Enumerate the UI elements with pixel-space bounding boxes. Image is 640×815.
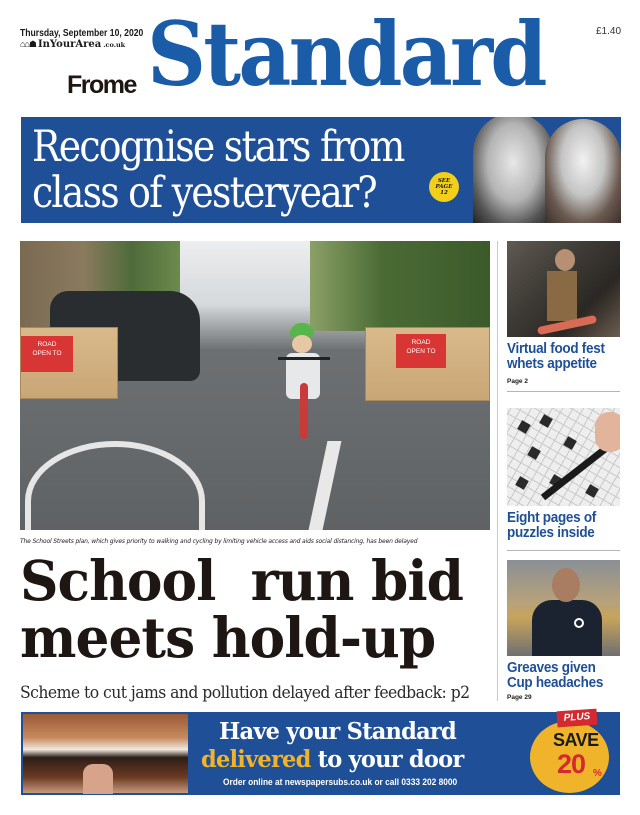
houses-icon: ⌂⌂☗: [20, 39, 36, 49]
teaser-divider: [507, 550, 620, 551]
face: [292, 335, 312, 353]
teaser-title-line: Cup headaches: [507, 675, 604, 691]
ad-headline-line-1: Have your Standard: [219, 718, 457, 745]
teaser-title-line: Virtual food fest: [507, 341, 605, 357]
grid-block: [517, 420, 531, 434]
grid-block: [563, 436, 577, 450]
teaser-title: [507, 342, 612, 372]
planter-left: [20, 327, 118, 399]
manager-photo: [507, 560, 620, 656]
standfirst: Scheme to cut jams and pollution delayed after feedback: p2: [20, 683, 470, 703]
chef-apron: [547, 271, 577, 321]
inyourarea-tld: .co.uk: [103, 40, 126, 49]
promo-headline: [32, 124, 404, 216]
grid-block: [527, 446, 541, 460]
ad-order-info[interactable]: Order online at newspapersubs.co.uk or call 0333 202 8000: [223, 777, 458, 788]
letterbox-photo: [23, 714, 188, 793]
see-page-number: 12: [440, 190, 448, 196]
inyourarea-logo[interactable]: [20, 39, 125, 50]
promo-banner[interactable]: [21, 117, 621, 223]
see-page-label: SEE: [437, 178, 451, 184]
crossword-photo: [507, 408, 620, 506]
finger: [595, 412, 620, 452]
handlebar: [278, 357, 330, 360]
see-page-badge[interactable]: [429, 172, 459, 202]
ad-line-rest: to your door: [310, 746, 464, 773]
club-badge: [574, 618, 584, 628]
chef-head: [555, 249, 575, 271]
teaser-page-ref: Page 29: [507, 694, 532, 701]
plus-tag: PLUS: [556, 709, 597, 728]
teaser-food-fest[interactable]: [507, 241, 620, 392]
teaser-title-line: whets appetite: [507, 356, 597, 372]
jacket: [532, 600, 602, 656]
girl-photo: [545, 119, 621, 223]
title-prefix: Frome: [67, 71, 136, 99]
teaser-title-line: Eight pages of: [507, 510, 597, 526]
hand: [83, 764, 113, 794]
masthead: [0, 0, 640, 112]
manager-head: [552, 568, 580, 602]
headline-line-1: School run bid: [20, 548, 463, 613]
save-label: SAVE: [553, 730, 599, 750]
sign-text: ROAD: [37, 341, 57, 348]
percent-sign: %: [593, 768, 602, 779]
column-divider: [497, 241, 498, 701]
planter-right: [365, 327, 490, 401]
photo-trees-right: [310, 241, 490, 331]
road-sign-right: [396, 334, 446, 368]
sign-text: OPEN TO: [406, 348, 436, 355]
save-value: 20: [557, 749, 586, 779]
promo-line-1: Recognise stars from: [32, 122, 404, 172]
teaser-title-line: puzzles inside: [507, 525, 595, 541]
teaser-page-ref: Page 2: [507, 378, 528, 385]
teaser-puzzles[interactable]: [507, 408, 620, 551]
grid-block: [515, 476, 529, 490]
ad-headline-line-2: [201, 746, 463, 773]
see-page-label: PAGE: [435, 184, 453, 190]
road-sign-left: [21, 336, 73, 372]
sign-text: ROAD: [411, 339, 431, 346]
sign-text: OPEN TO: [32, 350, 62, 357]
ad-highlight: delivered: [201, 746, 311, 773]
photo-caption: The School Streets plan, which gives priority to walking and cycling by limiting vehicle access and aids social distancing, has been delayed: [20, 538, 418, 545]
teaser-title: [507, 661, 612, 691]
balance-bike: [300, 383, 308, 439]
boy-photo: [473, 117, 553, 223]
newspaper-title: Standard: [147, 2, 545, 106]
headline-line-2: meets hold-up: [20, 605, 436, 670]
teaser-title-line: Greaves given: [507, 660, 596, 676]
inyourarea-brand: InYourArea: [37, 39, 102, 50]
lead-headline[interactable]: [20, 548, 463, 670]
cover-price: £1.40: [596, 26, 622, 37]
promo-photos: [473, 117, 621, 223]
teaser-greaves[interactable]: [507, 560, 620, 701]
grid-block: [539, 414, 553, 428]
grid-block: [585, 484, 599, 498]
teaser-title: [507, 511, 612, 541]
lead-photo: [20, 241, 490, 530]
publication-date: Thursday, September 10, 2020: [20, 27, 144, 39]
teaser-divider: [507, 391, 620, 392]
promo-line-2: class of yesteryear?: [32, 168, 376, 218]
chef-photo: [507, 241, 620, 337]
photo-child-on-bike: [278, 323, 330, 441]
